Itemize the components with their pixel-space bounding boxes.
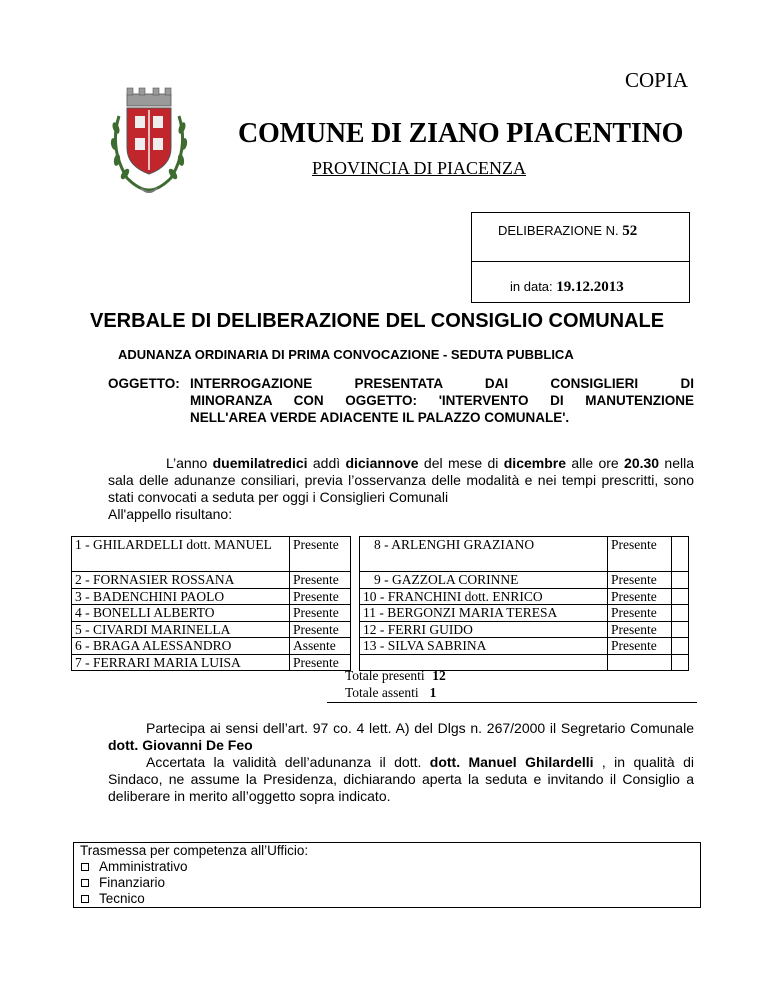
councillor-name: 5 - CIVARDI MARINELLA: [72, 621, 290, 638]
column-gap: [351, 621, 360, 638]
column-gap: [351, 588, 360, 605]
attendance-status: Presente: [290, 621, 351, 638]
checkbox-icon[interactable]: [81, 895, 89, 903]
attendance-status: Presente: [290, 654, 351, 671]
province-name: PROVINCIA DI PIACENZA: [312, 158, 527, 178]
councillor-name: 4 - BONELLI ALBERTO: [72, 605, 290, 622]
councillor-name: 1 - GHILARDELLI dott. MANUEL: [72, 537, 290, 572]
empty-cell: [672, 621, 689, 638]
deliberation-number: 52: [622, 223, 638, 239]
intro-text: alle ore: [566, 455, 625, 471]
councillor-name: 6 - BRAGA ALESSANDRO: [72, 638, 290, 655]
attendance-status: Presente: [608, 588, 672, 605]
table-row: [72, 638, 689, 655]
attendance-status: Presente: [290, 588, 351, 605]
municipal-crest-logo: [105, 86, 193, 200]
attendance-status: Presente: [608, 621, 672, 638]
table-row: [72, 588, 689, 605]
total-absent-value: 1: [429, 685, 437, 700]
session-type: ADUNANZA ORDINARIA DI PRIMA CONVOCAZIONE - SEDUTA PUBBLICA: [118, 347, 574, 362]
subject-line-3: NELL'AREA VERDE ADIACENTE IL PALAZZO COMUNALE'.: [190, 410, 570, 425]
document-title: VERBALE DI DELIBERAZIONE DEL CONSIGLIO COMUNALE: [90, 310, 665, 332]
attendance-status: [608, 654, 672, 671]
deliberation-box: [471, 212, 690, 303]
office-label: Tecnico: [99, 891, 145, 906]
attendance-status: Presente: [608, 572, 672, 589]
councillor-name: 13 - SILVA SABRINA: [360, 638, 608, 655]
empty-cell: [672, 572, 689, 589]
municipality-name: COMUNE DI ZIANO PIACENTINO: [238, 118, 684, 149]
mayor-text: , in qualità di Sindaco, ne assume la Presidenza, dichiarando aperta la seduta e invitando il Consiglio a deliberare in merito all’oggetto sopra indicato.: [108, 754, 694, 804]
empty-cell: [672, 605, 689, 622]
intro-text: L’anno: [166, 455, 213, 471]
totals-divider: [327, 702, 697, 703]
table-row: [72, 605, 689, 622]
councillor-name: 10 - FRANCHINI dott. ENRICO: [360, 588, 608, 605]
secretary-text: Partecipa ai sensi dell’art. 97 co. 4 lett. A) del Dlgs n. 267/2000 il Segretario Comunale: [146, 720, 694, 736]
table-row: [72, 621, 689, 638]
attendance-status: Presente: [608, 537, 672, 572]
table-row: [72, 537, 689, 572]
intro-text: nella sala delle adunanze consiliari, previa l’osservanza delle modalità e nei tempi prescritti, sono stati convocati a seduta per oggi i Consiglieri Comunali: [108, 455, 694, 505]
empty-cell: [672, 537, 689, 572]
checkbox-icon[interactable]: [81, 863, 89, 871]
column-gap: [351, 537, 360, 572]
subject-line-2: MINORANZA CON OGGETTO: 'INTERVENTO DI MANUTENZIONE: [190, 393, 694, 408]
office-label: Amministrativo: [99, 859, 188, 874]
subject-block: [108, 375, 694, 426]
councillor-name: 9 - GAZZOLA CORINNE: [360, 572, 608, 589]
intro-paragraph: [108, 455, 694, 523]
column-gap: [351, 605, 360, 622]
empty-cell: [672, 654, 689, 671]
intro-text: addì: [307, 455, 346, 471]
empty-cell: [672, 638, 689, 655]
office-item: [80, 891, 700, 907]
attendance-status: Presente: [608, 605, 672, 622]
office-label: Finanziario: [99, 875, 166, 890]
table-row: [72, 572, 689, 589]
empty-cell: [672, 588, 689, 605]
deliberation-date-label: in data:: [510, 279, 553, 294]
councillor-name: 12 - FERRI GUIDO: [360, 621, 608, 638]
intro-time: 20.30: [624, 455, 660, 471]
copy-label: COPIA: [625, 68, 689, 92]
column-gap: [351, 638, 360, 655]
mayor-text: Accertata la validità dell’adunanza il dott.: [146, 754, 430, 770]
councillor-name: 3 - BADENCHINI PAOLO: [72, 588, 290, 605]
subject-line-1: INTERROGAZIONE PRESENTATA DAI CONSIGLIERI DI: [190, 376, 694, 391]
deliberation-date: 19.12.2013: [556, 279, 624, 295]
total-present-value: 12: [432, 668, 446, 683]
transmission-box: [73, 842, 701, 908]
intro-month: dicembre: [503, 455, 566, 471]
deliberation-number-label: DELIBERAZIONE N.: [498, 223, 619, 238]
column-gap: [351, 572, 360, 589]
subject-label: OGGETTO:: [108, 376, 180, 391]
attendance-status: Presente: [290, 572, 351, 589]
attendance-table: [71, 536, 689, 671]
mayor-name: dott. Manuel Ghilardelli: [429, 754, 594, 770]
councillor-name: 8 - ARLENGHI GRAZIANO: [360, 537, 608, 572]
secretary-name: dott. Giovanni De Feo: [108, 737, 253, 753]
total-present-label: Totale presenti: [345, 668, 425, 683]
totals-block: [345, 667, 450, 701]
intro-text: del mese di: [418, 455, 504, 471]
roll-call-label: All'appello risultano:: [108, 506, 233, 522]
councillor-name: 11 - BERGONZI MARIA TERESA: [360, 605, 608, 622]
councillor-name: 2 - FORNASIER ROSSANA: [72, 572, 290, 589]
attendance-status: Presente: [608, 638, 672, 655]
attendance-status: Presente: [290, 537, 351, 572]
office-item: [80, 875, 700, 891]
attendance-status: Assente: [290, 638, 351, 655]
transmission-label: Trasmessa per competenza all’Ufficio:: [80, 843, 309, 858]
secretary-paragraph: [108, 720, 694, 805]
councillor-name: 7 - FERRARI MARIA LUISA: [72, 654, 290, 671]
office-item: [80, 859, 700, 875]
attendance-status: Presente: [290, 605, 351, 622]
intro-day: diciannove: [345, 455, 419, 471]
intro-year: duemilatredici: [212, 455, 308, 471]
checkbox-icon[interactable]: [81, 879, 89, 887]
total-absent-label: Totale assenti: [345, 685, 419, 700]
